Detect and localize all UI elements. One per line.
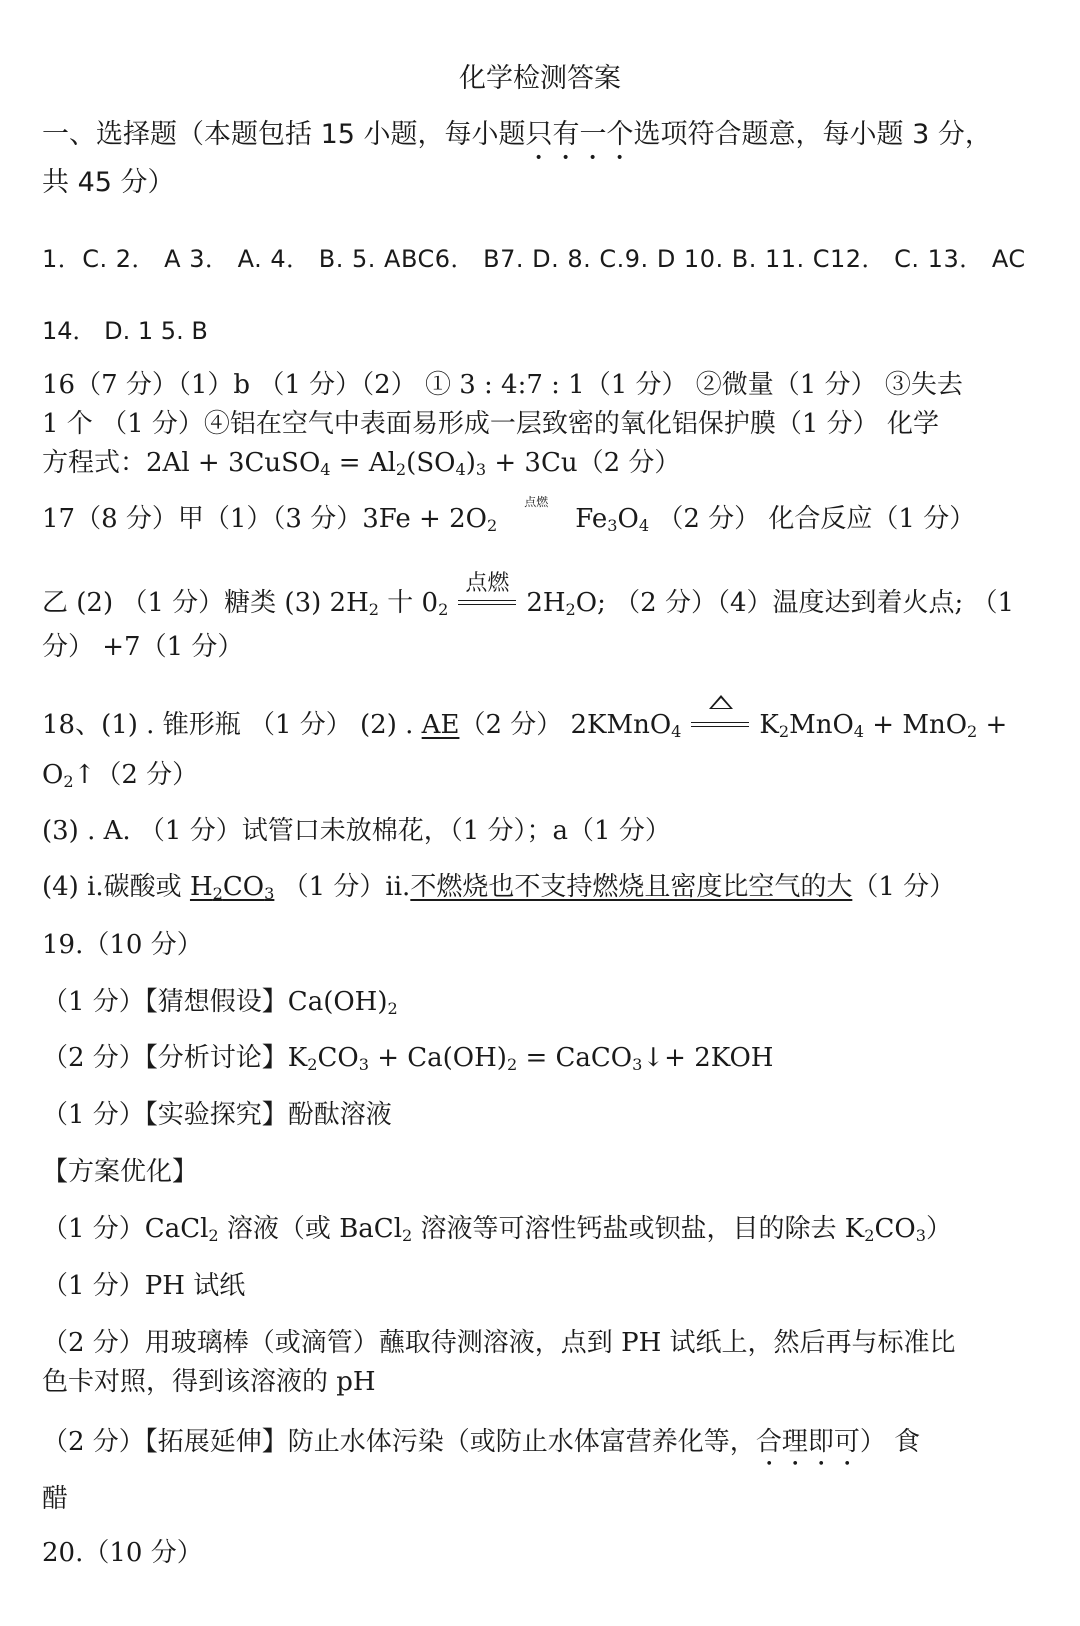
q17-line-2: 乙 (2) （1 分）糖类 (3) $2H_2$ 十 $0_2$ 点燃 $2H_2O$; （2 分）（4）温度达到着火点; （1 bbox=[42, 571, 1015, 620]
q19-line-1: （1 分）【猜想假设】$Ca(OH)_2$ bbox=[42, 987, 398, 1019]
q16-line-2: 1 个 （1 分）④铝在空气中表面易形成一层致密的氧化铝保护膜（1 分） 化学 bbox=[42, 409, 939, 439]
q19-line-4: 【方案优化】 bbox=[42, 1157, 199, 1187]
q18-line-4: (4) i.碳酸或 $H_2CO_3$ （1 分）ii.不燃烧也不支持燃烧且密度比空气的大（1 分） bbox=[42, 872, 956, 904]
q16-line-1: 16（7 分）（1）b （1 分）（2） ① 3 : 4:7 : 1（1 分） ②微量（1 分） ③失去 bbox=[42, 370, 963, 400]
q19-line-5: （1 分）CaCl$_2$ 溶液（或 BaCl$_2$ 溶液等可溶性钙盐或钡盐，目的除去 $K_2CO_3$） bbox=[42, 1214, 952, 1246]
q18-line-1: 18、(1) . 锥形瓶 （1 分） (2) . AE（2 分） 2KMnO$_4$ $K_2MnO_4 + MnO_2$ + bbox=[42, 708, 1040, 743]
q19-line-3: （1 分）【实验探究】酚酞溶液 bbox=[42, 1100, 392, 1130]
mc-answers-line-1: 1．C. 2． A 3． A. 4． B. 5. ABC6． B7. D. 8. C.9. D 10. B. 11. C12． C. 13． AC bbox=[42, 245, 1026, 273]
q20-heading: 20.（10 分） bbox=[42, 1538, 203, 1568]
q16-line-3: 方程式：2Al + 3CuSO$_4$ = $Al_2(SO_4)_3 + 3Cu(2$ 分） bbox=[42, 448, 681, 480]
q18-line-2: $O_2↑(2$ 分） bbox=[42, 760, 199, 792]
ignite-condition-equals: 点燃 bbox=[454, 587, 520, 621]
q19-heading: 19.（10 分） bbox=[42, 930, 203, 960]
q17-line-3: 分） +7（1 分） bbox=[42, 632, 244, 662]
q19-line-7: （2 分）用玻璃棒（或滴管）蘸取待测溶液，点到 PH 试纸上，然后再与标准比 bbox=[42, 1328, 956, 1358]
section-1-heading-cont: 共 45 分） bbox=[42, 167, 175, 198]
q19-line-2: （2 分）【分析讨论】$K_2CO_3 + Ca(OH)_2$ = CaCO$_3$↓+ 2KOH bbox=[42, 1043, 774, 1075]
q19-line-8: 色卡对照，得到该溶液的 pH bbox=[42, 1367, 376, 1397]
q17-line-1: 17（8 分）甲（1）（3 分）$3Fe + 2O_2$ 点燃 $Fe_3O_4$ （2 分） 化合反应（1 分） bbox=[42, 495, 976, 536]
mc-answers-line-2: 14． D. 1 5. B bbox=[42, 317, 208, 345]
q19-line-9: （2 分）【拓展延伸】防止水体污染（或防止水体富营养化等，合理即可） 食 bbox=[42, 1427, 921, 1457]
reaction-condition-arrow: 点燃 bbox=[524, 495, 549, 509]
q18-line-3: (3) . A. （1 分）试管口未放棉花，（1 分）；a（1 分） bbox=[42, 816, 671, 846]
q19-line-6: （1 分）PH 试纸 bbox=[42, 1271, 246, 1301]
page-title: 化学检测答案 bbox=[459, 63, 621, 94]
heating-condition-equals bbox=[687, 709, 753, 743]
section-1-heading: 一、选择题（本题包括 15 小题，每小题只有一个选项符合题意，每小题 3 分， bbox=[42, 119, 992, 150]
heat-triangle-icon bbox=[709, 695, 733, 709]
q19-line-10: 醋 bbox=[42, 1484, 69, 1514]
